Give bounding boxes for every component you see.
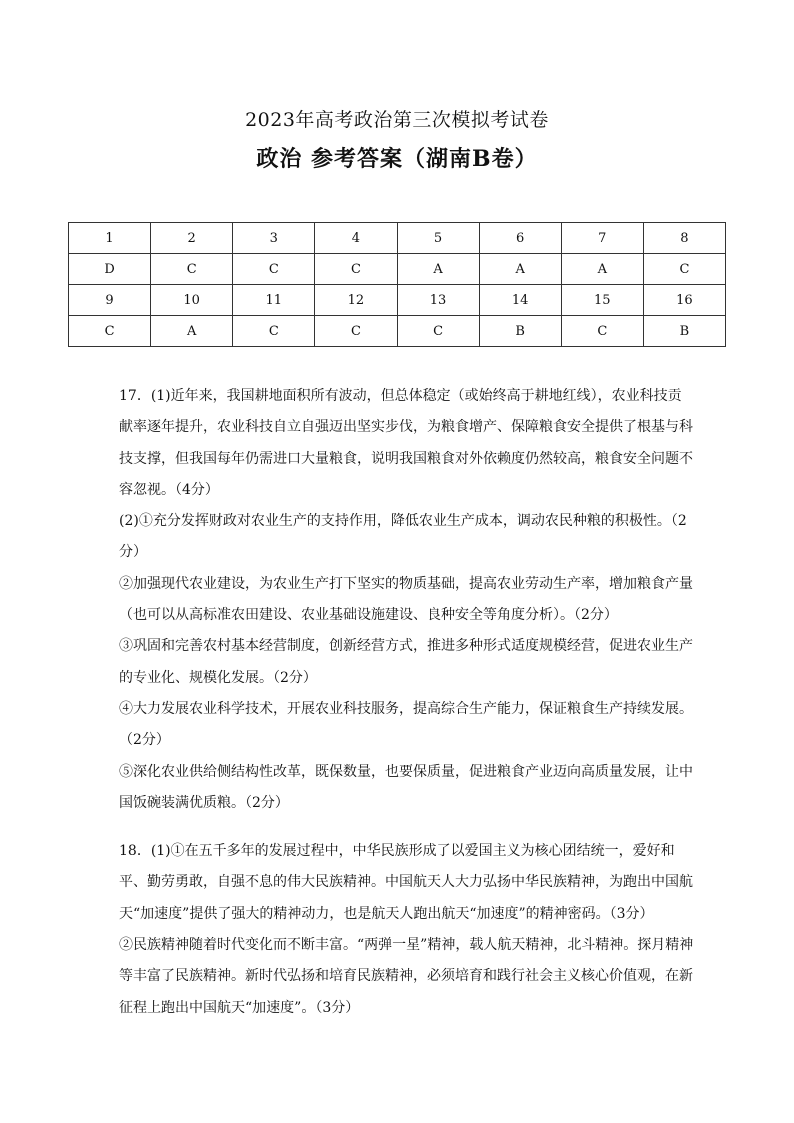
table-cell: 13	[397, 285, 479, 316]
q18-paragraph: ②民族精神随着时代变化而不断丰富。“两弹一星”精神，载人航天精神，北斗精神。探月精神等丰富了民族精神。新时代弘扬和培育民族精神，必须培育和践行社会主义核心价值观，在新征程上跑出中国航天“加速度”。（3分）	[119, 937, 694, 1016]
table-cell: 6	[479, 223, 561, 254]
table-cell: C	[233, 254, 315, 285]
q17-paragraph: ④大力发展农业科学技术，开展农业科技服务，提高综合生产能力，保证粮食生产持续发展。（2分）	[119, 700, 693, 749]
table-cell: 2	[151, 223, 233, 254]
table-row	[69, 316, 726, 347]
table-cell: C	[233, 316, 315, 347]
q17-paragraph: ⑤深化农业供给侧结构性改革，既保数量，也要保质量，促进粮食产业迈向高质量发展，让中国饭碗装满优质粮。（2分）	[119, 763, 693, 811]
table-cell: 8	[643, 223, 725, 254]
table-cell: 14	[479, 285, 561, 316]
table-row	[69, 254, 726, 285]
q17-paragraph: (2)①充分发挥财政对农业生产的支持作用，降低农业生产成本，调动农民种粮的积极性。（2分）	[119, 513, 687, 561]
q17-paragraph: 17．(1)近年来，我国耕地面积所有波动，但总体稳定（或始终高于耕地红线），农业科技贡献率逐年提升，农业科技自立自强迈出坚实步伐，为粮食增产、保障粮食安全提供了根基与科技支撑，但我国每年仍需进口大量粮食，说明我国粮食对外依赖度仍然较高，粮食安全问题不容忽视。（4分）	[119, 388, 693, 498]
table-cell: D	[69, 254, 151, 285]
table-cell: A	[397, 254, 479, 285]
table-cell: 3	[233, 223, 315, 254]
table-cell: 12	[315, 285, 397, 316]
table-cell: 10	[151, 285, 233, 316]
q18-paragraph: 18．(1)①在五千多年的发展过程中，中华民族形成了以爱国主义为核心团结统一，爱好和平、勤劳勇敢，自强不息的伟大民族精神。中国航天人大力弘扬中华民族精神，为跑出中国航天“加速度”提供了强大的精神动力，也是航天人跑出航天“加速度”的精神密码。（3分）	[119, 843, 693, 922]
table-cell: A	[561, 254, 643, 285]
table-cell: C	[397, 316, 479, 347]
table-cell: 4	[315, 223, 397, 254]
table-cell: 5	[397, 223, 479, 254]
table-cell: B	[479, 316, 561, 347]
table-cell: 7	[561, 223, 643, 254]
answer-table	[68, 222, 726, 347]
table-cell: C	[315, 254, 397, 285]
table-cell: 11	[233, 285, 315, 316]
table-cell: 16	[643, 285, 725, 316]
table-cell: 15	[561, 285, 643, 316]
table-cell: B	[643, 316, 725, 347]
table-cell: C	[561, 316, 643, 347]
table-cell: C	[69, 316, 151, 347]
table-cell: C	[315, 316, 397, 347]
table-cell: A	[151, 316, 233, 347]
q17-paragraph: ②加强现代农业建设，为农业生产打下坚实的物质基础，提高农业劳动生产率，增加粮食产量（也可以从高标准农田建设、农业基础设施建设、良种安全等角度分析）。（2分）	[119, 575, 693, 624]
table-row	[69, 223, 726, 254]
document-subtitle: 政治 参考答案（湖南B卷）	[256, 146, 538, 172]
table-row	[69, 285, 726, 316]
answer-content	[119, 381, 694, 1024]
table-cell: A	[479, 254, 561, 285]
table-cell: C	[151, 254, 233, 285]
table-cell: 1	[69, 223, 151, 254]
table-cell: C	[643, 254, 725, 285]
table-cell: 9	[69, 285, 151, 316]
document-title: 2023年高考政治第三次模拟考试卷	[245, 109, 549, 131]
q17-paragraph: ③巩固和完善农村基本经营制度，创新经营方式，推进多种形式适度规模经营，促进农业生产的专业化、规模化发展。（2分）	[119, 638, 693, 686]
